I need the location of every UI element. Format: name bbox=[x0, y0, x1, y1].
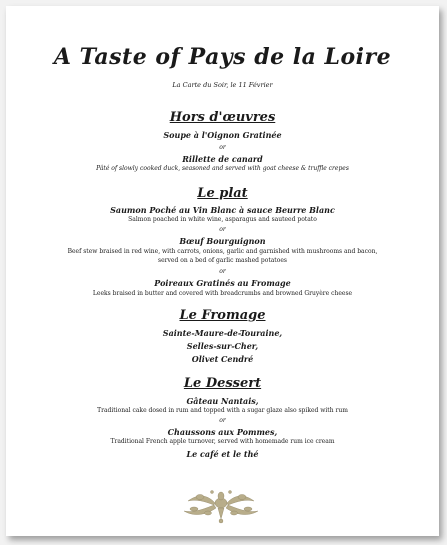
dish-description: Beef stew braised in red wine, with carrots, onions, garlic and garnished with mushrooms and bacon, bbox=[67, 248, 378, 255]
section-heading-le-plat: Le plat bbox=[197, 186, 248, 201]
menu-content bbox=[6, 6, 439, 536]
cheese-item: Sainte-Maure-de-Touraine, bbox=[162, 328, 283, 338]
dish-description: Leeks braised in butter and covered with breadcrumbs and browned Gruyère cheese bbox=[92, 290, 353, 297]
section-heading-le-dessert: Le Dessert bbox=[183, 376, 262, 391]
or-separator: or bbox=[219, 144, 226, 151]
dish-chaussons-pommes: Chaussons aux Pommes, bbox=[167, 427, 278, 437]
closing-line: Le café et le thé bbox=[186, 449, 259, 459]
dish-rillette: Rillette de canard bbox=[182, 154, 263, 164]
dish-description: Salmon poached in white wine, asparagus and sauteed potato bbox=[128, 216, 317, 223]
section-heading-hors-doeuvres: Hors d'œuvres bbox=[169, 110, 276, 125]
or-separator: or bbox=[219, 417, 226, 424]
dish-description: Pâté of slowly cooked duck, seasoned and served with goat cheese & truffle crepes bbox=[96, 165, 349, 172]
section-heading-le-fromage: Le Fromage bbox=[179, 308, 266, 323]
dish-description: Traditional cake dosed in rum and topped with a sugar glaze also spiked with rum bbox=[97, 407, 348, 414]
or-separator: or bbox=[219, 268, 226, 275]
cheese-item: Olivet Cendré bbox=[191, 354, 254, 364]
dish-boeuf-bourguignon: Bœuf Bourguignon bbox=[179, 236, 266, 246]
menu-title: A Taste of Pays de la Loire bbox=[53, 44, 392, 70]
menu-subtitle: La Carte du Soir, le 11 Février bbox=[172, 81, 273, 89]
menu-card bbox=[6, 6, 439, 536]
dish-soupe-oignon: Soupe à l'Oignon Gratinée bbox=[163, 130, 282, 140]
dish-saumon: Saumon Poché au Vin Blanc à sauce Beurre Blanc bbox=[110, 205, 335, 215]
dish-description: served on a bed of garlic mashed potatoes bbox=[158, 257, 287, 264]
cheese-item: Selles-sur-Cher, bbox=[186, 341, 259, 351]
dish-poireaux: Poireaux Gratinés au Fromage bbox=[154, 278, 291, 288]
dish-gateau-nantais: Gâteau Nantais, bbox=[186, 396, 259, 406]
floral-ornament-icon bbox=[176, 483, 266, 525]
dish-description: Traditional French apple turnover, served with homemade rum ice cream bbox=[110, 438, 335, 445]
or-separator: or bbox=[219, 226, 226, 233]
